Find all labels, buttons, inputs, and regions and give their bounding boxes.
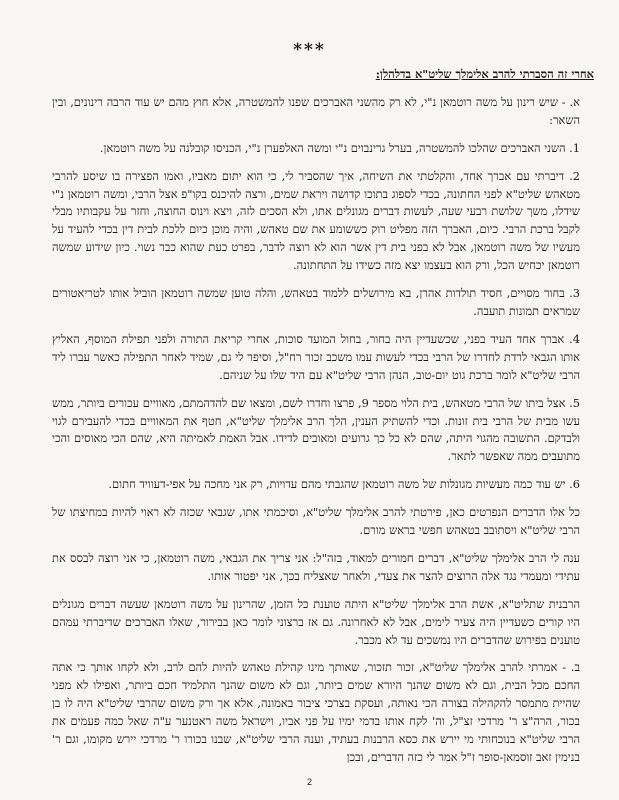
letter-body (52, 66, 594, 777)
section-heading: אחרי זה הסברתי להרב אלימלך שליט"א בדלהלן: (375, 67, 594, 81)
paragraph-rebbetzin: הרבנית שתליט"א, אשת הרב אלימלך שליט"א היתה טוענת כל הזמן, שהרינון על משה רוטמאן שעשה דברים מגונלים היו קורים כשעדיין היה צעיר לימים, אבל לא לאחרונה. גם אז ברצוני לומר כאן בבירור, שאלו האברכים שדיברתי עמהם טוענים בפירוש שהדברים היו נמשכים עד לא מכבר. (52, 596, 580, 647)
paragraph-3: 3. בחור מסויים, חסיד תולדות אהרן, בא מירושלים ללמוד בטאהש, והלה טוען שמשה רוטמאן הוביל אותו לטריאטורים שמראים תמונות תועבה. (52, 286, 580, 318)
paragraph-4: 4. אברך אחד העיד בפני, שכשעדיין היה בחור, בחול המועד סוכות, אחרי קריאת התורה ולפני תפילת המוסף, האליץ אותו הגבאי לרדת לחדרו של הרבי בכדי לעשות עמו משכב זכור רח"ל, וסיפר לי גם, שמיד לאחר התפילה כאשר עברו ליד הרבי שליט"א לומר ברכת גוט יום-טוב, הנהן הרבי שליט"א עם היד שלו על שניהם. (52, 331, 580, 382)
paragraph-6: 6. יש עוד כמה מעשיות מגונלות של משה רוטמאן שהגבתי מהם עדויות, רק אני מחכה על אפי-דעוויד חתום. (108, 477, 580, 492)
paragraph-b: ב. - אמרתי להרב אלימלך שליט"א, זכור תזכור, שאותך מינו קהילת טאהש להיות להם לרב, ולא לקחו אותך כי אתה החכם מכל הבית, וגם לא משום שהנך היורא שמים ביותר, וגם לא משום שהנך התלמיד חכם ביותר, ואפילו לא מפני שהיית מתמסר להקהילה בצורה הכי נאותה, ועסקת בצרכי ציבור באמונה, אלא אך ורק משום שהרבי שליט"א היה לו בן בכור, הרה"צ ר' מרדכי זצ"ל, וה' לקח אותו בדמי ימיו על פני אביו, וישראל משה ראטנער ע"ה שאל כמה פעמים את הרבי שליט"א בנוכחותי מי יירש את כסא הרבנות בעתיד, וענה הרבי שליט"א, שבנו בכורו ר' מרדכי יירש מקומו, וגם ר' בנימין זאב זוסמאן-סופר ז"ל אמר לי כזה הדברים, ובכן (52, 660, 580, 764)
page-number: 2 (306, 777, 312, 787)
paragraph-5: 5. אצל ביתו של הרבי מטאהש, בית הלוי מספר 9, פרצו וחדרו לשם, ומצאו שם להדהמתם, מאוויים עכורים ביותר, ממש עשו מבית של הרבי בית זונות. וכדי להשתיק הענין, הלך הרב אלימלך שליט"א, חטף את המאוויים בכדי להעבירם לגוי ולבדקם. התשובה מהגוי היתה, שהם לא כל כך גרועים ומאובים לדידו. אבל האמת לאמיתה היא, שהם הכי מאוסים והכי מתועבים ממה שאפשר לתאר. (52, 395, 581, 464)
paragraph-response: ענה לי הרב אלימלך שליט"א, דברים חמורים למאוד, בזה"ל: אני צריך את הגבאי, משה רוטמאן, כי אני רוצה לבסס את עתידי ומעמדי נגד אלה הרוצים להצר את צעדי, ולאחר שאצליח בכך, אני יפטור אותו. (52, 550, 580, 583)
section-separator: *** (293, 40, 326, 60)
paragraph-intro: א. - שיש רינון על משה רוטמאן נ"י, לא רק מהשני האברכים שפנו להמשטרה, אלא חוץ מהם יש עוד הרבה רינונים, ובין השאר: (52, 94, 580, 127)
paragraph-1: 1. השני האברכים שהלכו להמשטרה, בערל גרינבוים נ"י ומשה האלפערן נ"י, הכניסו קובלנה על משה רוטמאן. (99, 140, 580, 155)
paragraph-summary: כל אלו הדברים הנפרטים כאן, פירטתי להרב אלימלך שליט"א, וסיכמתי אתו, שגבאי שכזה לא ראוי להיות במחיצתו של הרבי שליט"א ויסתובב בטאהש חפשי בראש מורם. (52, 505, 580, 538)
paragraph-2: 2. דיברתי עם אברך אחד, והקלטתי את השיחה, איך שהסביר לי, כי הוא יתום מאביו, ואמו הפצירה בו שיסע להרבי מטאהש שליט"א לפני החתונה, בכדי לספוג בתוכו קדושה ויראת שמים, ורצה להיכנס בקו"פ אצל הרבי, ומשה רוטמאן נ"י שידלו, משך שלושת רבעי שעה, לעשות דברים מגונלים אתו, ולא הסכים לזה, ויצא וינוס החוצה, וחזר על עקבותיו מבלי לקבל ברכת הרבי. כיום, האברך הזה מפליט רוק כששומע את שם טאהש, והיה מוכן כיום ללכת לבית דין בכדי להעיד על מעשיו של משה רוטמאן, אבל לא בפני בית דין אשר הוא לא רוצה לדבר, בפרט כעת שהוא כבר נשוי. כיון שידוע שמשה רוטמאן יכחיש הכל, ורק הוא בעצמו יצא מזה כשידו על התחתונה. (52, 168, 580, 273)
